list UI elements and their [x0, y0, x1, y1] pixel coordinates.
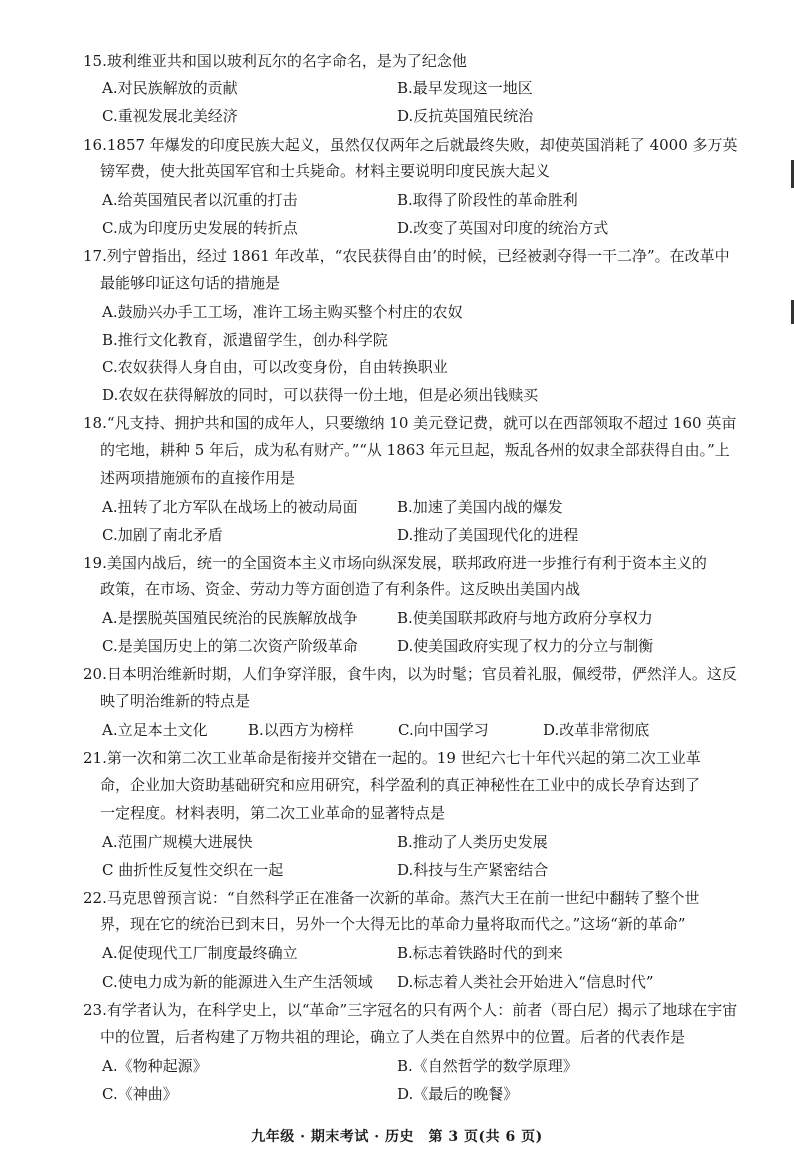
question-19-option-d: D.使美国政府实现了权力的分立与制衡 — [397, 637, 654, 655]
question-21-option-d: D.科技与生产紧密结合 — [397, 861, 549, 879]
question-16-option-d: D.改变了英国对印度的统治方式 — [397, 219, 609, 237]
question-16-option-a: A.给英国殖民者以沉重的打击 — [102, 191, 298, 209]
question-22-stem-line-2: 界，现在它的统治已到末日，另外一个大得无比的革命力量将取而代之。”这场“新的革命” — [100, 915, 686, 933]
page-footer: 九年级 · 期末考试 · 历史 第 3 页(共 6 页) — [251, 1129, 543, 1145]
question-17-option-c: C.农奴获得人身自由，可以改变身份，自由转换职业 — [102, 358, 448, 376]
question-16-stem-line-2: 镑军费，使大批英国军官和士兵毙命。材料主要说明印度民族大起义 — [100, 162, 551, 180]
question-19-option-c: C.是美国历史上的第二次资产阶级革命 — [102, 637, 358, 655]
question-21-stem-line-1: 21.第一次和第二次工业革命是衔接并交错在一起的。19 世纪六七十年代兴起的第二次工业革 — [83, 749, 701, 767]
question-22-option-d: D.标志着人类社会开始进入“信息时代” — [397, 973, 654, 991]
question-19-option-a: A.是摆脱英国殖民统治的民族解放战争 — [102, 609, 358, 627]
question-20-stem-line-1: 20.日本明治维新时期，人们争穿洋服，食牛肉，以为时髦；官员着礼服，佩绶带，俨然洋人。这反 — [83, 665, 737, 683]
question-17-option-d: D.农奴在获得解放的同时，可以获得一份土地，但是必须出钱赎买 — [102, 386, 539, 404]
question-20-option-a: A.立足本土文化 — [102, 721, 208, 739]
question-23-stem-line-1: 23.有学者认为，在科学史上，以“革命”三字冠名的只有两个人：前者（哥白尼）揭示了地球在宇宙 — [83, 1001, 738, 1019]
question-18-stem-line-2: 的宅地，耕种 5 年后，成为私有财产。”“从 1863 年元旦起，叛乱各州的奴隶全部获得自由。”上 — [100, 441, 730, 459]
question-15-option-a: A.对民族解放的贡献 — [102, 79, 238, 97]
question-22-stem-line-1: 22.马克思曾预言说：“自然科学正在准备一次新的革命。蒸汽大王在前一世纪中翻转了整个世 — [83, 889, 700, 907]
question-18-stem-line-1: 18.“凡支持、拥护共和国的成年人，只要缴纳 10 美元登记费，就可以在西部领取不超过 160 英亩 — [83, 414, 737, 432]
question-21-stem-line-3: 一定程度。材料表明，第二次工业革命的显著特点是 — [100, 804, 446, 822]
question-16-option-b: B.取得了阶段性的革命胜利 — [397, 191, 578, 209]
question-21-option-a: A.范围广规模大进展快 — [102, 833, 253, 851]
question-18-option-b: B.加速了美国内战的爆发 — [397, 498, 563, 516]
question-17-option-b: B.推行文化教育，派遣留学生，创办科学院 — [102, 331, 388, 349]
question-23-stem-line-2: 中的位置，后者构建了万物共祖的理论，确立了人类在自然界中的位置。后者的代表作是 — [100, 1028, 686, 1046]
question-17-option-a: A.鼓励兴办手工工场，准许工场主购买整个村庄的农奴 — [102, 303, 463, 321]
question-20-stem-line-2: 映了明治维新的特点是 — [100, 692, 251, 710]
question-19-stem-line-2: 政策，在市场、资金、劳动力等方面创造了有利条件。这反映出美国内战 — [100, 580, 581, 598]
question-20-option-b: B.以西方为榜样 — [248, 721, 354, 739]
question-15-stem: 15.玻利维亚共和国以玻利瓦尔的名字命名，是为了纪念他 — [83, 52, 467, 70]
question-16-option-c: C.成为印度历史发展的转折点 — [102, 219, 298, 237]
question-23-option-a: A.《物种起源》 — [102, 1057, 208, 1075]
question-15-option-d: D.反抗英国殖民统治 — [397, 107, 534, 125]
question-18-stem-line-3: 述两项措施颁布的直接作用是 — [100, 469, 296, 487]
question-22-option-a: A.促使现代工厂制度最终确立 — [102, 944, 298, 962]
question-20-option-c: C.向中国学习 — [398, 721, 489, 739]
question-23-option-d: D.《最后的晚餐》 — [397, 1085, 519, 1103]
question-16-stem-line-1: 16.1857 年爆发的印度民族大起义，虽然仅仅两年之后就最终失败，却使英国消耗了 4000 多万英 — [83, 136, 738, 154]
question-21-option-b: B.推动了人类历史发展 — [397, 833, 548, 851]
question-15-option-c: C.重视发展北美经济 — [102, 107, 238, 125]
question-19-stem-line-1: 19.美国内战后，统一的全国资本主义市场向纵深发展，联邦政府进一步推行有利于资本主义的 — [83, 554, 707, 572]
question-20-option-d: D.改革非常彻底 — [543, 721, 650, 739]
question-21-stem-line-2: 命，企业加大资助基础研究和应用研究，科学盈利的真正神秘性在工业中的成长孕育达到了 — [100, 776, 701, 794]
question-23-option-b: B.《自然哲学的数学原理》 — [397, 1057, 578, 1075]
question-18-option-a: A.扭转了北方军队在战场上的被动局面 — [102, 498, 358, 516]
question-18-option-d: D.推动了美国现代化的进程 — [397, 526, 579, 544]
question-17-stem-line-1: 17.列宁曾指出，经过 1861 年改革，“农民获得自由’的时候，已经被剥夺得一干二净”。在改革中 — [83, 247, 730, 265]
question-22-option-b: B.标志着铁路时代的到来 — [397, 944, 563, 962]
question-21-option-c: C 曲折性反复性交织在一起 — [102, 861, 284, 879]
question-23-option-c: C.《神曲》 — [102, 1085, 178, 1103]
question-18-option-c: C.加剧了南北矛盾 — [102, 526, 223, 544]
question-19-option-b: B.使美国联邦政府与地方政府分享权力 — [397, 609, 653, 627]
question-15-option-b: B.最早发现这一地区 — [397, 79, 533, 97]
question-22-option-c: C.使电力成为新的能源进入生产生活领域 — [102, 973, 373, 991]
question-17-stem-line-2: 最能够印证这句话的措施是 — [100, 274, 281, 292]
